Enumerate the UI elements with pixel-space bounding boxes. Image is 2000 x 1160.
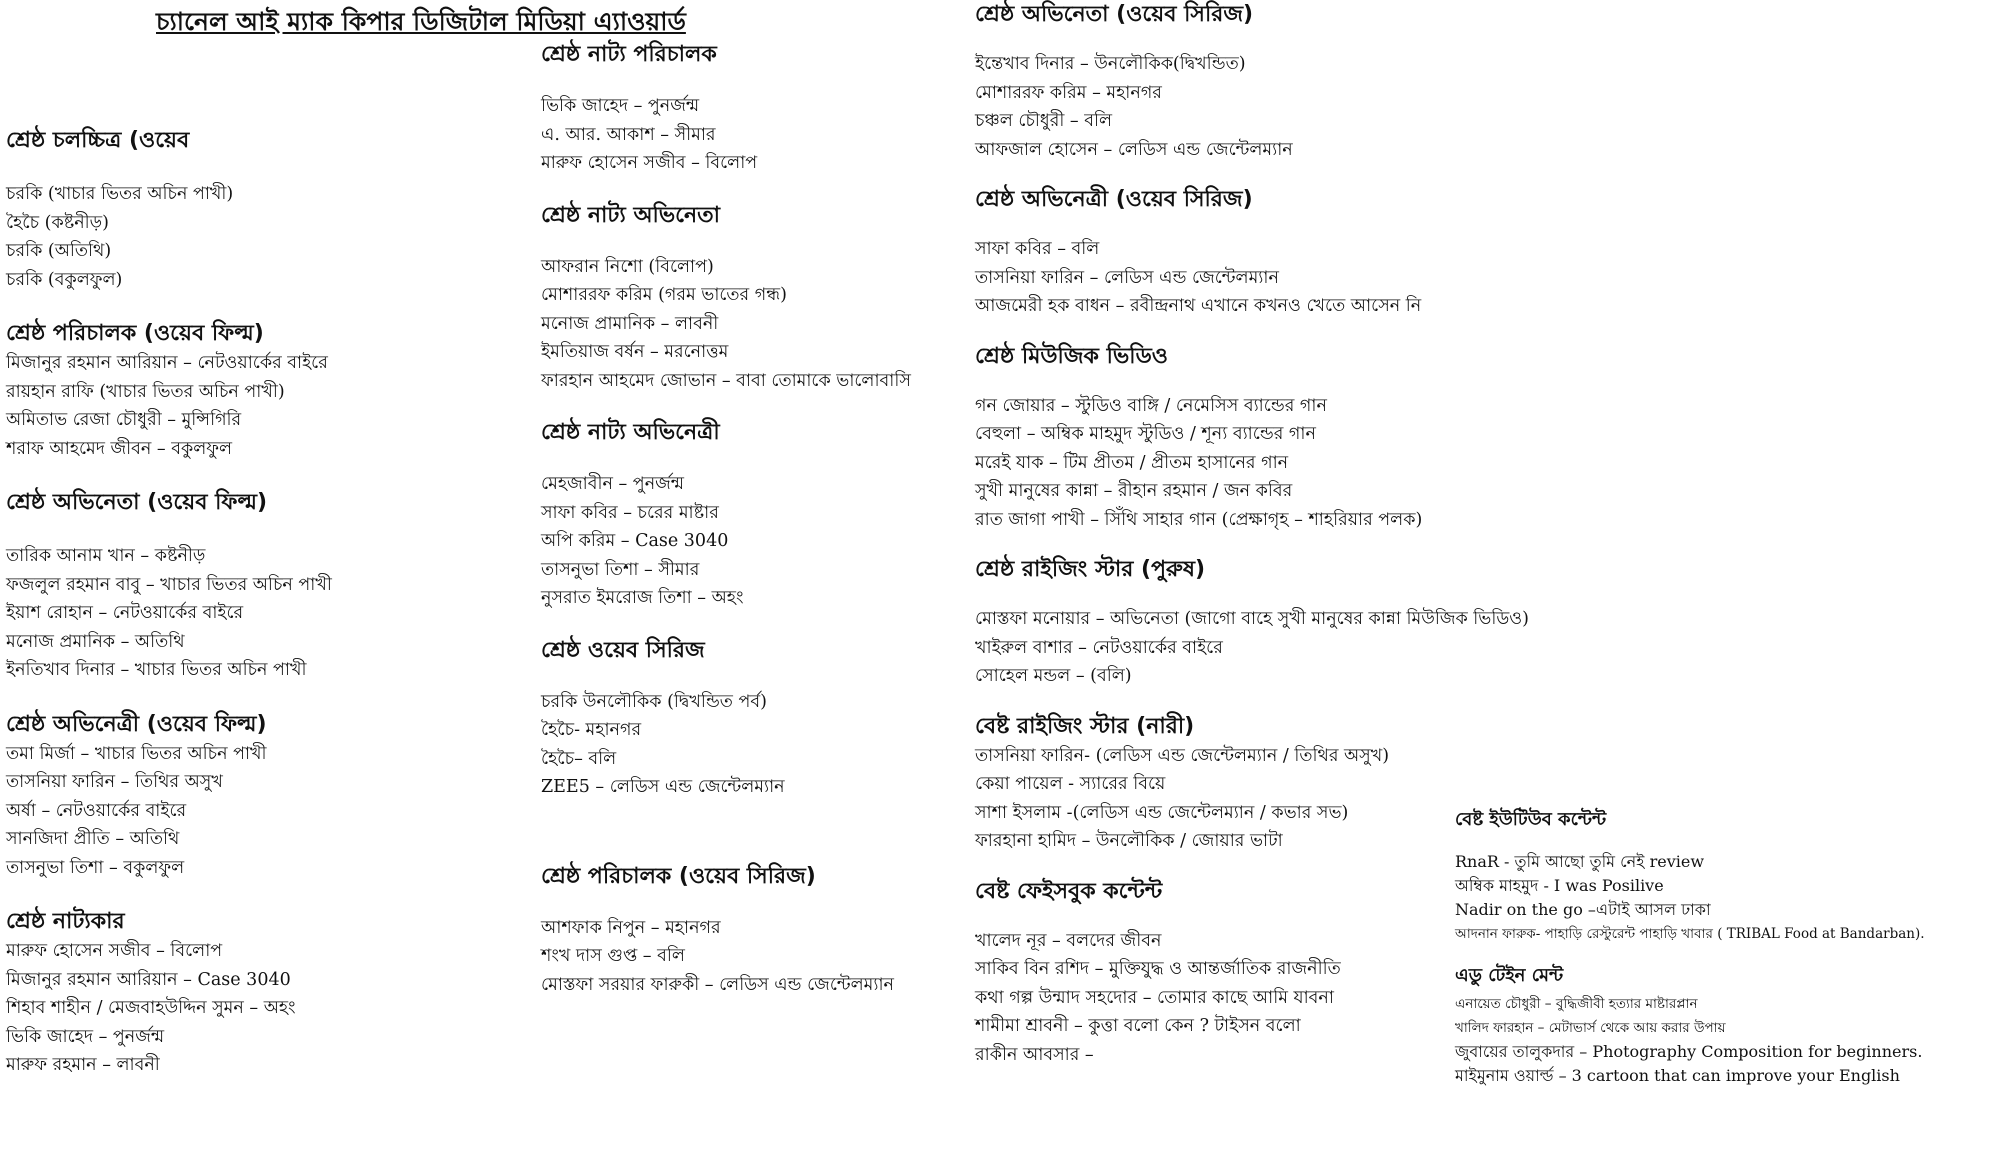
list-item: ইমতিয়াজ বর্ষন – মরনোত্তম (541, 342, 729, 362)
list-item: শরাফ আহমেদ জীবন – বকুলফুল (6, 438, 233, 459)
list-item: জুবায়ের তালুকদার – Photography Composition for beginners. (1455, 1042, 1923, 1061)
list-item: রায়হান রাফি (খাচার ভিতর অচিন পাখী) (6, 381, 285, 402)
list-item: অপি করিম – Case 3040 (541, 531, 729, 551)
list-item: অমিতাভ রেজা চৌধুরী – মুন্সিগিরি (6, 410, 242, 430)
list-item: হৈচৈ- মহানগর (541, 720, 642, 740)
list-item: খাইরুল বাশার – নেটওয়ার্কের বাইরে (975, 637, 1223, 658)
list-item: সানজিদা প্রীতি – অতিথি (6, 829, 180, 849)
list-item: RnaR - তুমি আছো তুমি নেই review (1455, 852, 1705, 871)
section-heading: বেষ্ট ফেইসবুক কন্টেন্ট (975, 878, 1163, 904)
list-item: খালেদ নূর – বলদের জীবন (975, 930, 1162, 951)
section-heading: শ্রেষ্ঠ পরিচালক (ওয়েব সিরিজ) (541, 863, 816, 889)
section-edutainment (1455, 964, 1925, 1088)
list-item: আদনান ফারুক- পাহাড়ি রেস্টুরেন্ট পাহাড়ি খাবার ( TRIBAL Food at Bandarban). (1455, 926, 1925, 942)
list-item: মোস্তফা মনোয়ার – অভিনেতা (জাগো বাহে সুখী মানুষের কান্না মিউজিক ভিডিও) (975, 609, 1529, 629)
section-heading: শ্রেষ্ঠ পরিচালক (ওয়েব ফিল্ম) (6, 321, 264, 346)
list-item: ফজলুল রহমান বাবু – খাচার ভিতর অচিন পাখী (6, 574, 332, 595)
list-item: মিজানুর রহমান আরিয়ান – Case 3040 (6, 969, 291, 990)
section-heading: এডু টেইন মেন্ট (1455, 965, 1564, 986)
list-item: আশফাক নিপুন – মহানগর (541, 917, 721, 938)
list-item: তারিক আনাম খান – কষ্টনীড় (6, 546, 206, 566)
list-item: রাত জাগা পাখী – সিঁথি সাহার গান (প্রেক্ষাগৃহ – শাহরিয়ার পলক) (975, 509, 1423, 530)
list-item: সাফা কবির – চরের মাষ্টার (541, 502, 719, 523)
list-item: চরকি (অতিথি) (6, 241, 112, 261)
list-item: আফরান নিশো (বিলোপ) (541, 256, 714, 277)
section-best-drama-director (541, 40, 911, 178)
list-item: মোশাররফ করিম (গরম ভাতের গন্ধ) (541, 285, 787, 305)
list-item: রাকীন আবসার – (975, 1044, 1094, 1065)
section-heading: শ্রেষ্ঠ ওয়েব সিরিজ (541, 637, 705, 663)
list-item: এ. আর. আকাশ – সীমার (541, 124, 716, 145)
section-best-web-film (6, 126, 332, 294)
list-item: তাসনিয়া ফারিন- (লেডিস এন্ড জেন্টেলম্যান / তিথির অসুখ) (975, 745, 1390, 766)
list-item: সাকিব বিন রশিদ – মুক্তিযুদ্ধ ও আন্তর্জাতিক রাজনীতি (975, 959, 1341, 979)
list-item: এনায়েত চৌধুরী – বুদ্ধিজীবী হত্যার মাষ্টারপ্লান (1455, 996, 1698, 1012)
section-heading: শ্রেষ্ঠ মিউজিক ভিডিও (975, 343, 1168, 369)
section-best-drama-actress (541, 418, 911, 613)
section-best-director-web-film (6, 319, 332, 463)
section-best-actor-web-film (6, 488, 332, 685)
list-item: তাসনিয়া ফারিন – লেডিস এন্ড জেন্টেলম্যান (975, 267, 1279, 288)
list-item: ফারহান আহমেদ জোভান – বাবা তোমাকে ভালোবাসি (541, 370, 911, 391)
section-heading: শ্রেষ্ঠ অভিনেতা (ওয়েব সিরিজ) (975, 2, 1254, 27)
list-item: নুসরাত ইমরোজ তিশা – অহং (541, 588, 744, 608)
list-item: আজমেরী হক বাধন – রবীন্দ্রনাথ এখানে কখনও খেতে আসেন নি (975, 296, 1422, 316)
list-item: কেয়া পায়েল - স্যারের বিয়ে (975, 774, 1166, 794)
list-item: ZEE5 – লেডিস এন্ড জেন্টেলম্যান (541, 777, 785, 797)
list-item: তমা মির্জা – খাচার ভিতর অচিন পাখী (6, 743, 267, 764)
section-best-director-web-series (541, 862, 911, 1000)
list-item: মারুফ হোসেন সজীব – বিলোপ (541, 153, 758, 173)
list-item: বেহুলা – অম্বিক মাহমুদ স্টুডিও / শূন্য ব্যান্ডের গান (975, 424, 1316, 444)
section-best-facebook-content (975, 877, 1529, 1070)
list-item: মেহজাবীন – পুনর্জন্ম (541, 474, 685, 494)
section-heading: বেষ্ট ইউটিউব কন্টেন্ট (1455, 809, 1607, 830)
page-title: চ্যানেল আই ম্যাক কিপার ডিজিটাল মিডিয়া এ্যাওয়ার্ড (156, 7, 686, 36)
section-best-actor-web-series (975, 0, 1529, 164)
list-item: সাশা ইসলাম -(লেডিস এন্ড জেন্টেলম্যান / কভার সভ) (975, 802, 1349, 823)
list-item: কথা গল্প উন্মাদ সহদোর – তোমার কাছে আমি যাবনা (975, 987, 1334, 1008)
section-heading: শ্রেষ্ঠ নাট্যকার (6, 909, 125, 934)
column-3 (975, 0, 1529, 1090)
column-2 (541, 40, 911, 1022)
list-item: অর্ষা – নেটওয়ার্কের বাইরে (6, 800, 187, 821)
section-best-actress-web-film (6, 710, 332, 883)
list-item: চরকি উনলৌকিক (দ্বিখন্ডিত পর্ব) (541, 691, 767, 712)
list-item: গন জোয়ার – স্টুডিও বাঙ্গি / নেমেসিস ব্যান্ডের গান (975, 395, 1327, 416)
section-heading: বেষ্ট রাইজিং স্টার (নারী) (975, 713, 1195, 739)
section-best-web-series (541, 636, 911, 802)
list-item: চঞ্চল চৌধুরী – বলি (975, 111, 1112, 131)
list-item: মিজানুর রহমান আরিয়ান – নেটওয়ার্কের বাইরে (6, 353, 328, 373)
list-item: মরেই যাক – টিম প্রীতম / প্রীতম হাসানের গান (975, 452, 1289, 473)
list-item: অম্বিক মাহমুদ - I was Posilive (1455, 876, 1664, 895)
section-best-music-video (975, 342, 1529, 535)
section-heading: শ্রেষ্ঠ নাট্য পরিচালক (541, 42, 717, 67)
list-item: ভিকি জাহেদ – পুনর্জন্ম (6, 1026, 165, 1047)
list-item: আফজাল হোসেন – লেডিস এন্ড জেন্টেলম্যান (975, 139, 1293, 160)
section-best-drama-actor (541, 201, 911, 396)
list-item: সাফা কবির – বলি (975, 239, 1100, 259)
list-item: চরকি (খাচার ভিতর অচিন পাখী) (6, 184, 234, 204)
list-item: ইয়াশ রোহান – নেটওয়ার্কের বাইরে (6, 603, 244, 623)
list-item: তাসনুভা তিশা – বকুলফুল (6, 857, 185, 878)
section-heading: শ্রেষ্ঠ অভিনেত্রী (ওয়েব সিরিজ) (975, 187, 1253, 212)
section-heading: শ্রেষ্ঠ নাট্য অভিনেতা (541, 202, 721, 228)
list-item: হৈচৈ– বলি (541, 748, 617, 769)
section-best-actress-web-series (975, 185, 1529, 321)
section-best-rising-star-female (975, 712, 1529, 856)
list-item: মনোজ প্রমানিক – অতিথি (6, 631, 185, 652)
list-item: তাসনুভা তিশা – সীমার (541, 559, 700, 580)
section-best-youtube-content (1455, 808, 1925, 946)
section-heading: শ্রেষ্ঠ নাট্য অভিনেত্রী (541, 420, 720, 445)
section-heading: শ্রেষ্ঠ চলচ্চিত্র (ওয়েব (6, 128, 190, 153)
list-item: ফারহানা হামিদ – উনলৌকিক / জোয়ার ভাটা (975, 831, 1283, 851)
list-item: মনোজ প্রামানিক – লাবনী (541, 313, 719, 334)
list-item: সুখী মানুষের কান্না – রীহান রহমান / জন কবির (975, 481, 1293, 501)
section-heading: শ্রেষ্ঠ অভিনেত্রী (ওয়েব ফিল্ম) (6, 711, 267, 737)
list-item: মারুফ হোসেন সজীব – বিলোপ (6, 941, 223, 961)
list-item: মোস্তফা সরয়ার ফারুকী – লেডিস এন্ড জেন্টেলম্যান (541, 974, 894, 995)
section-heading: শ্রেষ্ঠ অভিনেতা (ওয়েব ফিল্ম) (6, 490, 268, 515)
section-best-rising-star-male (975, 555, 1529, 691)
list-item: খালিদ ফারহান – মেটাভার্স থেকে আয় করার উপায় (1455, 1020, 1726, 1036)
list-item: Nadir on the go –এটাই আসল ঢাকা (1455, 900, 1711, 919)
list-item: তাসনিয়া ফারিন – তিথির অসুখ (6, 772, 223, 792)
list-item: চরকি (বকুলফুল) (6, 269, 123, 290)
list-item: ইনতিখাব দিনার – খাচার ভিতর অচিন পাখী (6, 660, 307, 680)
section-heading: শ্রেষ্ঠ রাইজিং স্টার (পুরুষ) (975, 557, 1206, 582)
list-item: মোশাররফ করিম – মহানগর (975, 82, 1162, 103)
list-item: মারুফ রহমান – লাবনী (6, 1055, 160, 1075)
list-item: সোহেল মন্ডল – (বলি) (975, 666, 1132, 686)
list-item: শিহাব শাহীন / মেজবাহউদ্দিন সুমন – অহং (6, 998, 296, 1018)
list-item: হৈচৈ (কষ্টনীড়) (6, 212, 109, 233)
column-1 (6, 126, 332, 1105)
section-best-playwright (6, 907, 332, 1080)
list-item: শামীমা শ্রাবনী – কুত্তা বলো কেন ? টাইসন বলো (975, 1016, 1301, 1036)
list-item: শংখ দাস গুপ্ত – বলি (541, 946, 685, 966)
column-4 (1455, 808, 1925, 1106)
list-item: ইন্তেখাব দিনার – উনলৌকিক(দ্বিখন্ডিত) (975, 54, 1246, 74)
list-item: মাইমুনাম ওয়ার্ল্ড – 3 cartoon that can improve your English (1455, 1066, 1900, 1085)
list-item: ভিকি জাহেদ – পুনর্জন্ম (541, 96, 700, 116)
